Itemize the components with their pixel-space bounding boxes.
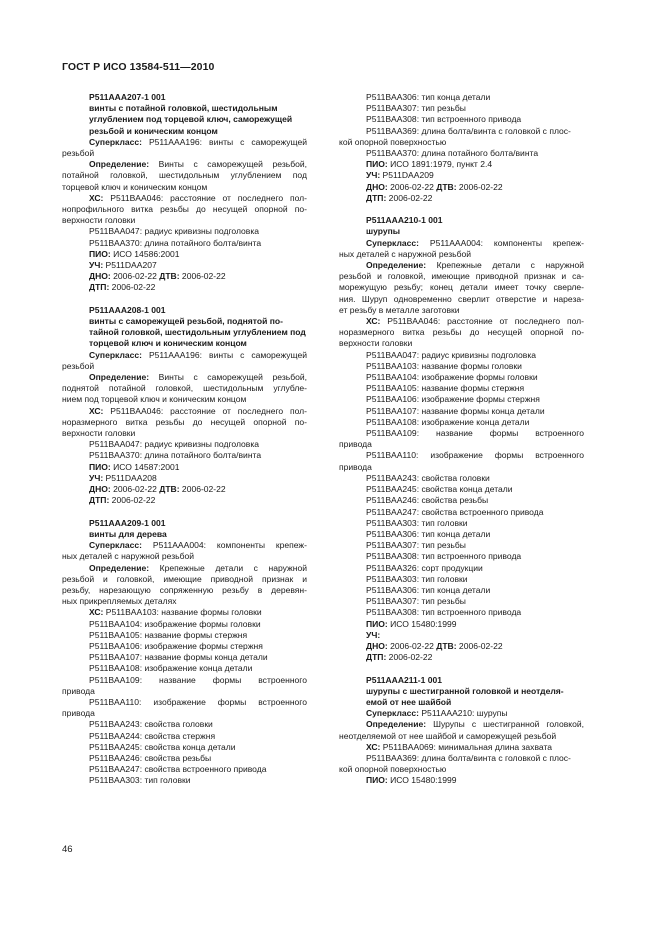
field-value: P511AAA004: компоненты крепеж-	[418, 237, 584, 248]
dates-line	[339, 182, 584, 193]
property-line: P511BAA244: свойства стержня	[89, 730, 216, 741]
field-label: Суперкласс:	[89, 136, 142, 147]
property-line: P511BAA303: тип головки	[366, 517, 468, 528]
field-label: ДТВ:	[436, 640, 457, 651]
property-line: P511BAA243: свойства головки	[89, 719, 213, 730]
field-line	[62, 406, 307, 417]
continuation-line: нием под торцевой ключ и коническим концом	[62, 394, 247, 405]
property-line: P511BAA109: название формы встроенного	[366, 428, 584, 439]
field-label: Суперкласс:	[89, 349, 142, 360]
property-line: P511BAA307: тип резьбы	[366, 596, 466, 607]
field-label: ДТВ:	[436, 181, 457, 192]
field-label: ПИО:	[89, 248, 111, 259]
field-line	[339, 316, 584, 327]
property-line: P511BAA103: название формы головки	[366, 360, 522, 371]
entry-title: углублением под торцевой ключ, саморежущей	[89, 114, 293, 125]
continuation-line: резьбу, нарезающую сопряженную резьбу в деревян-	[62, 584, 307, 595]
field-value: P511BAA046: расстояние от последнего пол-	[103, 405, 307, 416]
field-value: 2006-02-22	[456, 181, 503, 192]
field-value: P511DAA208	[103, 472, 157, 483]
field-line	[62, 137, 307, 148]
field-value: 2006-02-22	[386, 652, 433, 663]
field-value: P511DAA209	[380, 170, 434, 181]
field-label: ХС:	[89, 607, 104, 618]
continuation-line: резьбой и головкой, имеющие приводной признак и	[62, 573, 307, 584]
field-value: ИСО 14586:2001	[110, 248, 180, 259]
property-line: P511BAA243: свойства головки	[366, 472, 490, 483]
field-label: Суперкласс:	[366, 708, 419, 719]
entry-title: винты для дерева	[89, 528, 167, 539]
entry-title: винты с потайной головкой, шестидольным	[89, 103, 278, 114]
field-label: ПИО:	[366, 775, 388, 786]
property-line: P511BAA369: длина болта/винта с головкой с плос-	[366, 752, 571, 763]
field-line	[62, 462, 307, 473]
field-label: ДНО:	[366, 181, 388, 192]
field-line	[339, 260, 584, 271]
field-line	[62, 372, 307, 383]
continuation-line: ных деталей с наружной резьбой	[339, 248, 472, 259]
property-line: P511BAA107: название формы конца детали	[89, 652, 268, 663]
field-value: P511AAA004: компоненты крепеж-	[141, 540, 307, 551]
continuation-line: потайной головкой, шестидольным углублением под	[62, 170, 307, 181]
field-value: Шурупы с шестигранной головкой,	[426, 719, 584, 730]
property-line: P511BAA247: свойства встроенного привода	[89, 764, 267, 775]
spacer	[339, 204, 584, 215]
field-label: ПИО:	[89, 461, 111, 472]
continuation-line: верхности головки	[62, 215, 136, 226]
continuation-line: привода	[339, 439, 372, 450]
spacer	[62, 294, 307, 305]
field-value: 2006-02-22	[386, 192, 433, 203]
field-value: Винты с саморежущей резьбой,	[149, 159, 307, 170]
entry-title: емой от нее шайбой	[366, 696, 452, 707]
field-label: Определение:	[366, 719, 427, 730]
field-label: ХС:	[366, 741, 381, 752]
property-line: P511BAA106: изображение формы стержня	[89, 640, 263, 651]
property-line: P511BAA370: длина потайного болта/винта	[366, 148, 539, 159]
field-value: 2006-02-22	[110, 271, 160, 282]
property-line: P511BAA369: длина болта/винта с головкой с плос-	[366, 125, 571, 136]
property-line: P511BAA303: тип головки	[89, 775, 191, 786]
field-label: ХС:	[89, 192, 104, 203]
field-line	[339, 708, 584, 719]
property-line: P511BAA047: радиус кривизны подголовка	[89, 439, 260, 450]
property-line: P511BAA307: тип резьбы	[366, 103, 466, 114]
field-line	[339, 630, 584, 641]
property-line: P511BAA308: тип встроенного привода	[366, 551, 522, 562]
property-line: P511BAA108: изображение конца детали	[89, 663, 253, 674]
field-value: 2006-02-22	[456, 640, 503, 651]
entry-code: P511AAA208-1 001	[89, 304, 166, 315]
field-label: ДНО:	[89, 484, 111, 495]
field-label: УЧ:	[89, 472, 104, 483]
field-label: ХС:	[366, 316, 381, 327]
property-line: P511BAA105: название формы стержня	[89, 629, 248, 640]
field-value: 2006-02-22	[179, 484, 226, 495]
field-value: P511AAA210: шурупы	[418, 708, 508, 719]
field-line	[62, 159, 307, 170]
field-line	[62, 473, 307, 484]
field-label: ДНО:	[366, 640, 388, 651]
property-line: P511BAA104: изображение формы головки	[366, 372, 538, 383]
field-value: ИСО 15480:1999	[387, 618, 457, 629]
field-line	[62, 249, 307, 260]
field-label: Определение:	[366, 260, 427, 271]
property-line: P511BAA110: изображение формы встроенного	[366, 450, 584, 461]
property-line: P511BAA370: длина потайного болта/винта	[89, 450, 262, 461]
entry-title: винты с саморежущей резьбой, поднятой по-	[89, 316, 283, 327]
field-line	[62, 260, 307, 271]
field-line	[339, 775, 584, 786]
field-label: ДТП:	[366, 652, 387, 663]
entry-code: P511AAA211-1 001	[366, 674, 443, 685]
field-label: УЧ:	[366, 629, 381, 640]
field-line	[339, 719, 584, 730]
property-line: P511BAA306: тип конца детали	[366, 92, 491, 102]
property-line: P511BAA107: название формы конца детали	[366, 405, 545, 416]
continuation-line: неотделяемой от нее шайбой и саморежущей резьбой	[339, 730, 557, 741]
field-value: 2006-02-22	[109, 495, 156, 506]
property-line: P511BAA306: тип конца детали	[366, 528, 491, 539]
field-line	[339, 652, 584, 663]
continuation-line: привода	[339, 461, 372, 472]
dates-line	[62, 271, 307, 282]
entry-code: P511AAA210-1 001	[366, 215, 443, 226]
field-value: P511BAA069: минимальная длина захвата	[380, 741, 553, 752]
field-line	[339, 742, 584, 753]
property-line: P511BAA370: длина потайного болта/винта	[89, 237, 262, 248]
entry-code: P511AAA207-1 001	[89, 92, 166, 102]
entry-title: тайной головкой, шестидольным углублением под	[89, 327, 306, 338]
continuation-line: привода	[62, 708, 95, 719]
field-label: ХС:	[89, 405, 104, 416]
property-line: P511BAA247: свойства встроенного привода	[366, 506, 544, 517]
field-line	[339, 193, 584, 204]
field-line	[62, 563, 307, 574]
field-value: ИСО 15480:1999	[387, 775, 457, 786]
entry-title: торцевой ключ и коническим концом	[89, 338, 247, 349]
property-line: P511BAA047: радиус кривизны подголовка	[89, 226, 260, 237]
property-line: P511BAA246: свойства резьбы	[366, 495, 489, 506]
continuation-line: норазмерного витка резьбы до несущей опорной по-	[62, 416, 307, 427]
field-label: ПИО:	[366, 618, 388, 629]
property-line: P511BAA306: тип конца детали	[366, 584, 491, 595]
field-value: ИСО 14587:2001	[110, 461, 180, 472]
property-line: P511BAA109: название формы встроенного	[89, 674, 307, 685]
entry-title: шурупы	[366, 226, 401, 237]
continuation-line: кой опорной поверхностью	[339, 764, 447, 775]
field-label: ДТВ:	[159, 484, 180, 495]
entry-title: шурупы с шестигранной головкой и неотделя-	[366, 685, 564, 696]
field-line	[62, 193, 307, 204]
continuation-line: верхности головки	[62, 428, 136, 439]
field-label: УЧ:	[89, 260, 104, 271]
field-line	[339, 159, 584, 170]
continuation-line: ет резьбу в металле заготовки	[339, 304, 460, 315]
continuation-line: кой опорной поверхностью	[339, 136, 447, 147]
field-value: P511BAA046: расстояние от последнего пол-	[103, 192, 307, 203]
continuation-line: ных прикрепляемых деталях	[62, 596, 177, 607]
field-value: Винты с саморежущей резьбой,	[149, 372, 307, 383]
field-value: ИСО 1891:1979, пункт 2.4	[387, 159, 493, 170]
property-line: P511BAA307: тип резьбы	[366, 540, 466, 551]
spacer	[339, 663, 584, 674]
field-label: Суперкласс:	[89, 540, 142, 551]
field-label: ДТВ:	[159, 271, 180, 282]
continuation-line: торцевой ключ и коническим концом	[62, 181, 208, 192]
continuation-line: морежущую резьбу; конец детали имеет точку сверле-	[339, 282, 584, 293]
field-label: Суперкласс:	[366, 237, 419, 248]
continuation-line: нопрофильного витка резьбы до несущей опорной по-	[62, 204, 307, 215]
entry-code: P511AAA209-1 001	[89, 517, 166, 528]
field-value: Крепежные детали с наружной	[426, 260, 584, 271]
property-line: P511BAA104: изображение формы головки	[89, 618, 261, 629]
field-line	[62, 607, 307, 618]
field-label: УЧ:	[366, 170, 381, 181]
field-label: Определение:	[89, 372, 150, 383]
field-value: P511BAA103: название формы головки	[103, 607, 262, 618]
property-line: P511BAA106: изображение формы стержня	[366, 394, 540, 405]
field-label: ДТП:	[89, 282, 110, 293]
field-value: 2006-02-22	[387, 181, 437, 192]
property-line: P511BAA245: свойства конца детали	[89, 741, 236, 752]
continuation-line: резьбой и головкой, имеющие приводной признак и са-	[339, 271, 584, 282]
field-value: 2006-02-22	[179, 271, 226, 282]
field-line	[339, 238, 584, 249]
field-value: P511AAA196: винты с саморежущей	[141, 349, 307, 360]
field-line	[62, 495, 307, 506]
page-number: 46	[62, 844, 73, 855]
field-value: P511DAA207	[103, 260, 157, 271]
field-line	[339, 619, 584, 630]
property-line: P511BAA326: сорт продукции	[366, 562, 483, 573]
field-value: P511BAA046: расстояние от последнего пол-	[380, 316, 584, 327]
continuation-line: ных деталей с наружной резьбой	[62, 551, 195, 562]
field-value: 2006-02-22	[387, 640, 437, 651]
continuation-line: поднятой потайной головкой, шестидольным углубле-	[62, 383, 307, 394]
field-line	[62, 350, 307, 361]
field-label: ДНО:	[89, 271, 111, 282]
left-column	[62, 92, 307, 787]
field-label: ПИО:	[366, 159, 388, 170]
continuation-line: резьбой	[62, 148, 95, 159]
continuation-line: норазмерного витка резьбы до несущей опорной по-	[339, 327, 584, 338]
field-value: 2006-02-22	[110, 484, 160, 495]
field-line	[62, 282, 307, 293]
field-line	[62, 540, 307, 551]
property-line: P511BAA303: тип головки	[366, 573, 468, 584]
field-value: Крепежные детали с наружной	[149, 562, 307, 573]
spacer	[62, 507, 307, 518]
continuation-line: привода	[62, 685, 95, 696]
property-line: P511BAA246: свойства резьбы	[89, 752, 212, 763]
property-line: P511BAA105: название формы стержня	[366, 383, 525, 394]
field-line	[339, 170, 584, 181]
continuation-line: верхности головки	[339, 338, 413, 349]
property-line: P511BAA308: тип встроенного привода	[366, 114, 522, 125]
field-label: Определение:	[89, 159, 150, 170]
field-label: Определение:	[89, 562, 150, 573]
property-line: P511BAA047: радиус кривизны подголовка	[366, 349, 537, 360]
field-label: ДТП:	[89, 495, 110, 506]
continuation-line: резьбой	[62, 360, 95, 371]
field-label: ДТП:	[366, 192, 387, 203]
property-line: P511BAA108: изображение конца детали	[366, 416, 530, 427]
continuation-line: ния. Шуруп одновременно сверлит отверстие и нарезa-	[339, 293, 584, 304]
property-line: P511BAA308: тип встроенного привода	[366, 607, 522, 618]
page-header: ГОСТ Р ИСО 13584-511—2010	[62, 61, 215, 73]
right-column	[339, 92, 584, 787]
property-line: P511BAA245: свойства конца детали	[366, 484, 513, 495]
property-line: P511BAA110: изображение формы встроенного	[89, 696, 307, 707]
field-value: P511AAA196: винты с саморежущей	[141, 136, 307, 147]
dates-line	[62, 484, 307, 495]
field-value: 2006-02-22	[109, 282, 156, 293]
entry-title: резьбой и коническим концом	[89, 125, 218, 136]
dates-line	[339, 641, 584, 652]
